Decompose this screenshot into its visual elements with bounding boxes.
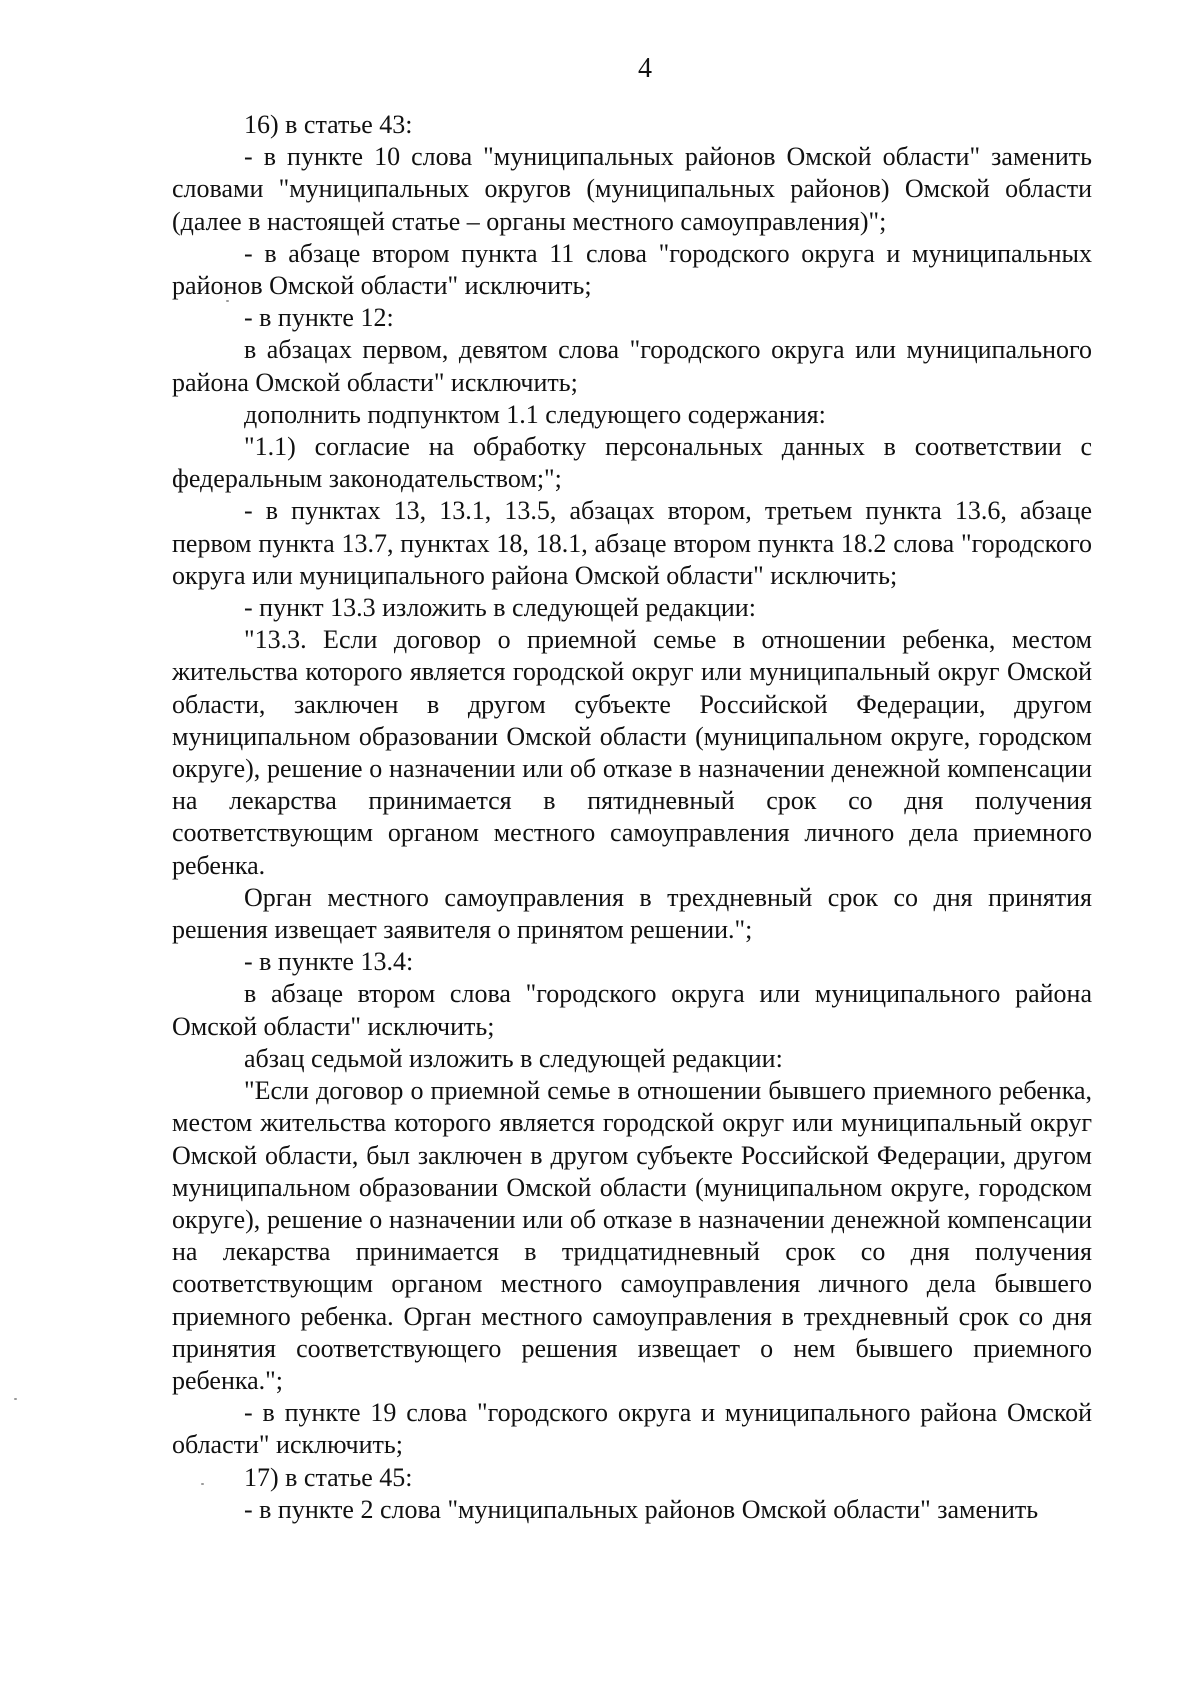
list-item-article-43: 16) в статье 43:: [244, 110, 413, 139]
scan-speck: [201, 1483, 204, 1485]
scan-speck: [14, 1398, 17, 1400]
paragraph: - в пункте 12:: [244, 303, 394, 333]
paragraph: - в пункте 13.4:: [244, 947, 414, 977]
paragraph: - в пункте 10 слова "муниципальных районов Омской области" заменить словами "муниципальных округов (муниципальных районов) Омской области (далее в настоящей статье – органы местного самоуправления)";: [172, 142, 1092, 236]
paragraph: "1.1) согласие на обработку персональных данных в соответствии с федеральным законодательством;";: [172, 432, 1092, 494]
paragraph: дополнить подпунктом 1.1 следующего содержания:: [244, 399, 826, 429]
page-number: 4: [638, 53, 652, 84]
paragraph: в абзацах первом, девятом слова "городского округа или муниципального района Омской области" исключить;: [172, 335, 1092, 397]
paragraph: - в пункте 2 слова "муниципальных районов Омской области" заменить: [244, 1494, 1039, 1524]
paragraph: - в пункте 19 слова "городского округа и муниципального района Омской области" исключить;: [172, 1398, 1092, 1460]
paragraph: - в абзаце втором пункта 11 слова "городского округа и муниципальных районов Омской области" исключить;: [172, 238, 1092, 301]
paragraph: - пункт 13.3 изложить в следующей редакции:: [244, 593, 756, 623]
paragraph: "13.3. Если договор о приемной семье в отношении ребенка, местом жительства которого является городской округ или муниципальный округ Омской области, заключен в другом субъекте Российской Федерации, другом муниципальном образовании Омской области (муниципальном округе, городском округе), решение о назначении или об отказе в назначении денежной компенсации на лекарства принимается в пятидневный срок со дня получения соответствующим органом местного самоуправления личного дела приемного ребенка.: [172, 625, 1092, 880]
paragraph: "Если договор о приемной семье в отношении бывшего приемного ребенка, местом жительства которого является городской округ или муниципальный округ Омской области, был заключен в другом субъекте Российской Федерации, другом муниципальном образовании Омской области (муниципальном округе, городском округе), решение о назначении или об отказе в назначении денежной компенсации на лекарства принимается в тридцатидневный срок со дня получения соответствующим органом местного самоуправления личного дела бывшего приемного ребенка. Орган местного самоуправления в трехдневный срок со дня принятия соответствующего решения извещает о нем бывшего приемного ребенка.";: [172, 1076, 1092, 1395]
paragraph: - в пунктах 13, 13.1, 13.5, абзацах втором, третьем пункта 13.6, абзаце первом пункта 13.7, пунктах 18, 18.1, абзаце втором пункта 18.2 слова "городского округа или муниципального района Омской области" исключить;: [172, 496, 1092, 590]
paragraph: в абзаце втором слова "городского округа или муниципального района Омской области" исключить;: [172, 979, 1092, 1041]
scan-speck: [226, 300, 229, 302]
document-body: [172, 109, 1092, 1526]
list-item-article-45: 17) в статье 45:: [244, 1462, 413, 1492]
paragraph: абзац седьмой изложить в следующей редакции:: [244, 1043, 783, 1073]
paragraph: Орган местного самоуправления в трехдневный срок со дня принятия решения извещает заявителя о принятом решении.";: [172, 882, 1092, 945]
